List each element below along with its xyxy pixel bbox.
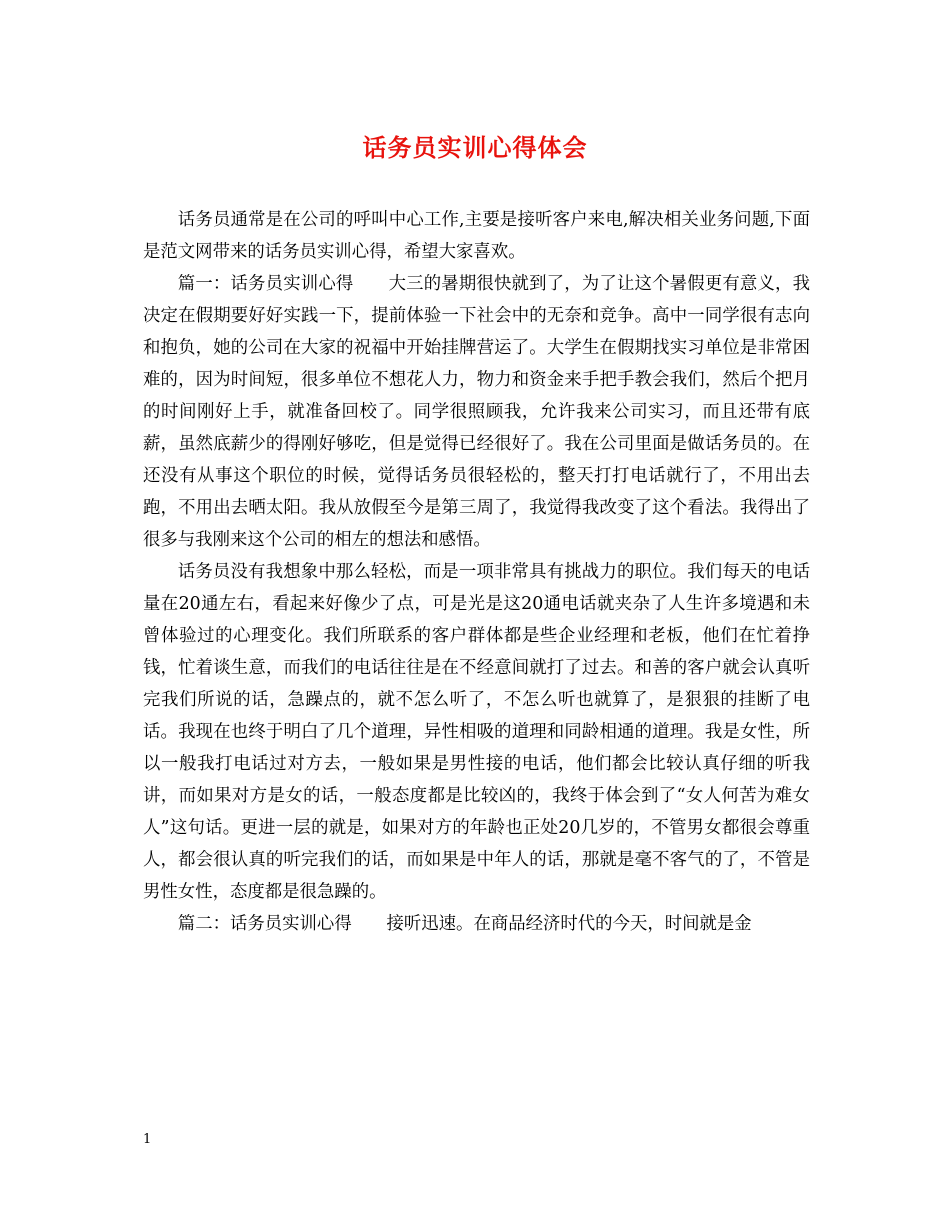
page-number: 1: [143, 1132, 152, 1147]
paragraph-intro: 话务员通常是在公司的呼叫中心工作,主要是接听客户来电,解决相关业务问题,下面是范文网带来的话务员实训心得，希望大家喜欢。: [143, 210, 810, 262]
paragraph-part-one: 篇一：话务员实训心得 大三的暑期很快就到了，为了让这个暑假更有意义，我决定在假期要好好实践一下，提前体验一下社会中的无奈和竞争。高中一同学很有志向和抱负，她的公司在大家的祝福中开始挂牌营运了。大学生在假期找实习单位是非常困难的，因为时间短，很多单位不想花人力，物力和资金来手把手教会我们，然后个把月的时间刚好上手，就准备回校了。同学很照顾我，允许我来公司实习，而且还带有底薪，虽然底薪少的得刚好够吃，但是觉得已经很好了。我在公司里面是做话务员的。在还没有从事这个职位的时候，觉得话务员很轻松的，整天打打电话就行了，不用出去跑，不用出去晒太阳。我从放假至今是第三周了，我觉得我改变了这个看法。我得出了很多与我刚来这个公司的相左的想法和感悟。: [143, 274, 810, 550]
document-title: 话务员实训心得体会: [362, 133, 588, 162]
paragraph-part-one-continued: 话务员没有我想象中那么轻松，而是一项非常具有挑战力的职位。我们每天的电话量在20通左右，看起来好像少了点，可是光是这20通电话就夹杂了人生许多境遇和未曾体验过的心理变化。我们所联系的客户群体都是些企业经理和老板，他们在忙着挣钱，忙着谈生意，而我们的电话往往是在不经意间就打了过去。和善的客户就会认真听完我们所说的话，急躁点的，就不怎么听了，不怎么听也就算了，是狠狠的挂断了电话。我现在也终于明白了几个道理，异性相吸的道理和同龄相通的道理。我是女性，所以一般我打电话过对方去，一般如果是男性接的电话，他们都会比较认真仔细的听我讲，而如果对方是女的话，一般态度都是比较凶的，我终于体会到了“女人何苦为难女人”这句话。更进一层的就是，如果对方的年龄也正处20几岁的，不管男女都很会尊重人，都会很认真的听完我们的话，而如果是中年人的话，那就是毫不客气的了，不管是男性女性，态度都是很急躁的。: [143, 562, 810, 902]
document-body: [143, 204, 810, 940]
paragraph-part-two: 篇二：话务员实训心得 接听迅速。在商品经济时代的今天，时间就是金: [177, 914, 752, 934]
